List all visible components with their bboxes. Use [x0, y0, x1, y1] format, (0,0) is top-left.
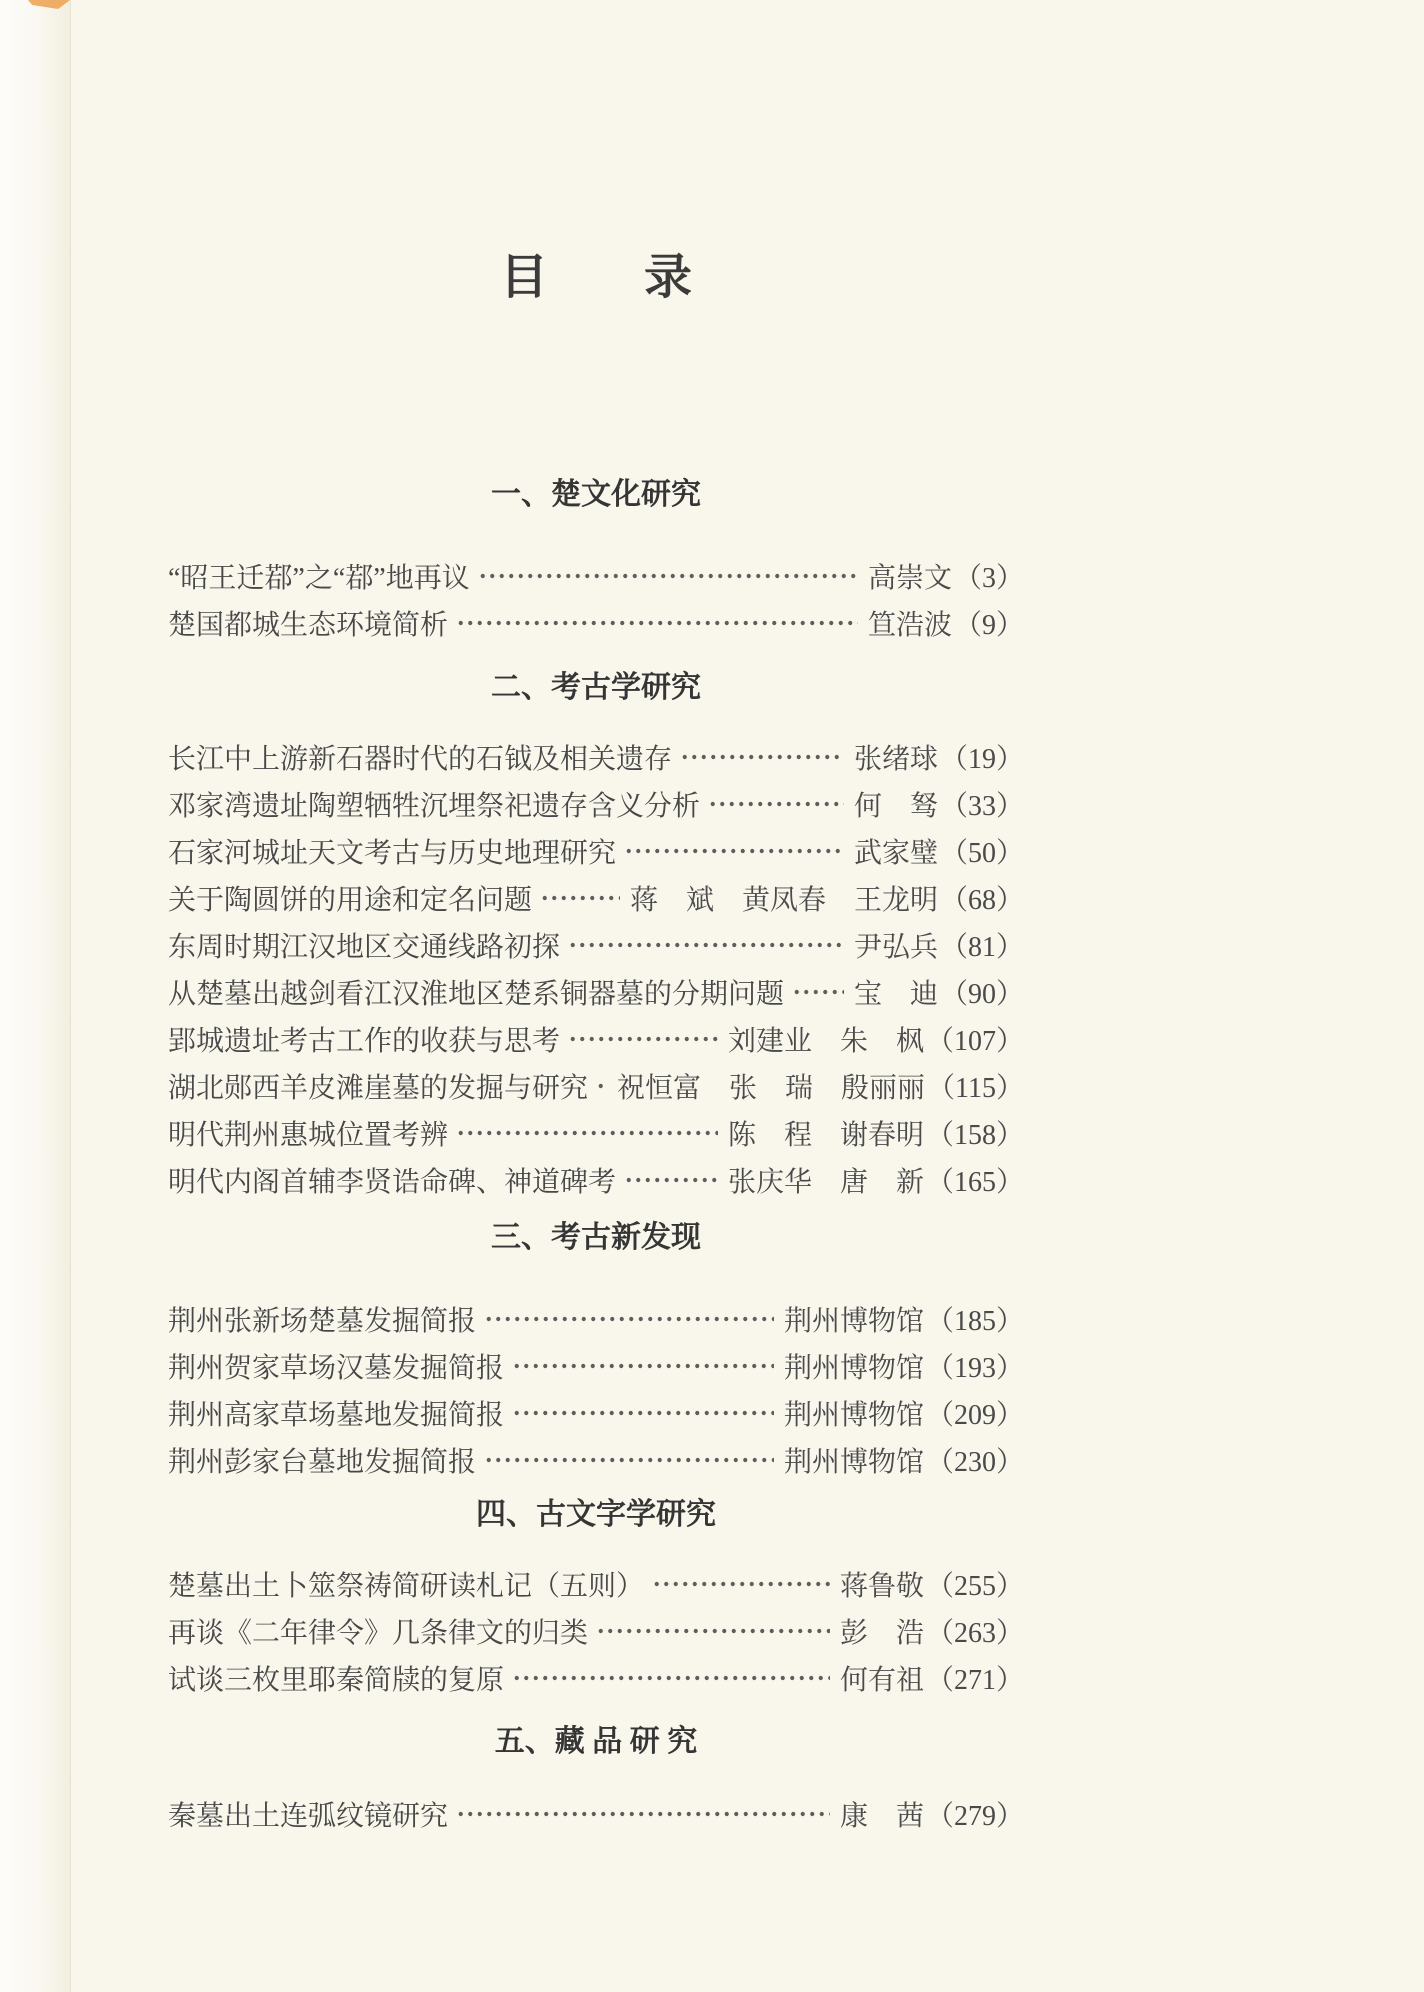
author-names: 何有祖: [839, 1664, 924, 1696]
entry-page-number: （ 50 ）: [940, 838, 1024, 869]
author-names: 武家璧: [853, 837, 938, 869]
dot-leader: [456, 599, 858, 646]
toc-section: [168, 1722, 1024, 1837]
entry-title: 关于陶圆饼的用途和定名问题: [168, 884, 533, 916]
toc-entry: [168, 780, 1024, 827]
author-names: 刘建业 朱 枫: [727, 1025, 924, 1057]
entry-page-number: （ 271 ）: [926, 1665, 1024, 1696]
page-title: 目 录: [499, 251, 692, 304]
entry-authors: [630, 878, 1024, 918]
entry-authors: [840, 1611, 1024, 1651]
toc-entry: [168, 733, 1024, 780]
toc-entry-list: [168, 1790, 1024, 1837]
author-names: 笪浩波: [867, 609, 952, 641]
toc-entry: [168, 1560, 1024, 1607]
table-of-contents: [168, 0, 1024, 1837]
entry-title: 再谈《二年律令》几条律文的归类: [168, 1617, 589, 1649]
entry-authors: [868, 603, 1024, 643]
toc-entry-list: [168, 552, 1024, 646]
dot-leader: [484, 1295, 774, 1342]
entry-title: 荆州贺家草场汉墓发掘简报: [168, 1352, 505, 1384]
dot-leader: [708, 780, 844, 827]
entry-title: 楚墓出土卜筮祭祷简研读札记（五则）: [168, 1570, 645, 1602]
section-heading: 二、考古学研究: [491, 671, 701, 704]
author-names: 张绪球: [853, 743, 938, 775]
toc-entry: [168, 1062, 1024, 1109]
entry-page-number: （ 279 ）: [926, 1801, 1024, 1832]
author-names: 蒋鲁敬: [839, 1570, 924, 1602]
author-names: 陈 程 谢春明: [727, 1119, 924, 1151]
entry-title: 湖北郧西羊皮滩崖墓的发掘与研究: [168, 1072, 589, 1104]
entry-page-number: （ 230 ）: [926, 1447, 1024, 1478]
author-names: 荆州博物馆: [783, 1305, 924, 1337]
toc-entry: [168, 552, 1024, 599]
toc-entry: [168, 1156, 1024, 1203]
entry-page-number: （ 158 ）: [926, 1120, 1024, 1151]
toc-entry: [168, 827, 1024, 874]
toc-entry: [168, 1342, 1024, 1389]
entry-page-number: （ 19 ）: [940, 744, 1024, 775]
entry-title: 秦墓出土连弧纹镜研究: [168, 1800, 449, 1832]
entry-page-number: （ 165 ）: [926, 1167, 1024, 1198]
dot-leader: [596, 1607, 830, 1654]
author-names: 荆州博物馆: [783, 1352, 924, 1384]
toc-entry: [168, 1607, 1024, 1654]
entry-title: 荆州张新场楚墓发掘简报: [168, 1305, 477, 1337]
entry-authors: [840, 1658, 1024, 1698]
author-names: 张庆华 唐 新: [727, 1166, 924, 1198]
dot-leader: [484, 1436, 774, 1483]
entry-authors: [728, 1113, 1024, 1153]
dot-leader: [596, 1062, 607, 1109]
section-heading: 一、楚文化研究: [491, 478, 701, 511]
entry-page-number: （ 115 ）: [927, 1073, 1024, 1104]
entry-authors: [784, 1440, 1024, 1480]
dot-leader: [568, 1015, 718, 1062]
entry-title: 荆州彭家台墓地发掘简报: [168, 1446, 477, 1478]
entry-page-number: （ 90 ）: [940, 979, 1024, 1010]
author-names: 荆州博物馆: [783, 1446, 924, 1478]
toc-entry: [168, 1790, 1024, 1837]
toc-section: [168, 475, 1024, 646]
section-heading: 五、藏 品 研 究: [494, 1725, 698, 1758]
dot-leader: [624, 1156, 718, 1203]
dot-leader: [540, 874, 620, 921]
toc-entry: [168, 921, 1024, 968]
entry-authors: [854, 737, 1024, 777]
dot-leader: [512, 1342, 774, 1389]
page-gutter: [0, 0, 71, 1992]
entry-authors: [840, 1794, 1024, 1834]
entry-title: 从楚墓出越剑看江汉淮地区楚系铜器墓的分期问题: [168, 978, 785, 1010]
toc-entry: [168, 874, 1024, 921]
entry-authors: [617, 1066, 1024, 1106]
toc-entry: [168, 1436, 1024, 1483]
entry-page-number: （ 209 ）: [926, 1400, 1024, 1431]
entry-authors: [784, 1346, 1024, 1386]
entry-authors: [868, 556, 1024, 596]
entry-title: 明代荆州惠城位置考辨: [168, 1119, 449, 1151]
author-names: 祝恒富 张 瑞 殷丽丽: [616, 1072, 925, 1104]
entry-authors: [728, 1160, 1024, 1200]
entry-page-number: （ 185 ）: [926, 1306, 1024, 1337]
toc-entry-list: [168, 733, 1024, 1203]
dot-leader: [680, 733, 844, 780]
dot-leader: [456, 1790, 830, 1837]
entry-authors: [728, 1019, 1024, 1059]
entry-title: 邓家湾遗址陶塑牺牲沉埋祭祀遗存含义分析: [168, 790, 701, 822]
toc-entry-list: [168, 1560, 1024, 1701]
toc-entry: [168, 1295, 1024, 1342]
toc-entry: [168, 1015, 1024, 1062]
entry-page-number: （ 3 ）: [954, 563, 1024, 594]
entry-title: 楚国都城生态环境简析: [168, 609, 449, 641]
dot-leader: [512, 1654, 830, 1701]
author-names: 荆州博物馆: [783, 1399, 924, 1431]
dot-leader: [652, 1560, 830, 1607]
entry-title: “昭王迁鄀”之“鄀”地再议: [168, 562, 470, 594]
dot-leader: [792, 968, 844, 1015]
entry-page-number: （ 9 ）: [954, 610, 1024, 641]
entry-authors: [784, 1393, 1024, 1433]
dot-leader: [456, 1109, 718, 1156]
entry-page-number: （ 263 ）: [926, 1618, 1024, 1649]
author-names: 宝 迪: [853, 978, 938, 1010]
dot-leader: [624, 827, 844, 874]
dot-leader: [512, 1389, 774, 1436]
entry-title: 明代内阁首辅李贤诰命碑、神道碑考: [168, 1166, 617, 1198]
entry-authors: [854, 784, 1024, 824]
entry-page-number: （ 81 ）: [940, 932, 1024, 963]
entry-title: 长江中上游新石器时代的石钺及相关遗存: [168, 743, 673, 775]
toc-entry: [168, 1654, 1024, 1701]
toc-entry-list: [168, 1295, 1024, 1483]
entry-page-number: （ 33 ）: [940, 791, 1024, 822]
toc-entry: [168, 968, 1024, 1015]
entry-page-number: （ 107 ）: [926, 1026, 1024, 1057]
toc-entry: [168, 1109, 1024, 1156]
section-heading: 三、考古新发现: [491, 1221, 701, 1254]
entry-page-number: （ 193 ）: [926, 1353, 1024, 1384]
entry-title: 石家河城址天文考古与历史地理研究: [168, 837, 617, 869]
author-names: 何 驽: [853, 790, 938, 822]
entry-page-number: （ 255 ）: [926, 1571, 1024, 1602]
toc-section: [168, 1495, 1024, 1701]
entry-authors: [784, 1299, 1024, 1339]
entry-page-number: （ 68 ）: [940, 885, 1024, 916]
entry-authors: [854, 925, 1024, 965]
entry-title: 郢城遗址考古工作的收获与思考: [168, 1025, 561, 1057]
entry-authors: [854, 831, 1024, 871]
entry-title: 试谈三枚里耶秦简牍的复原: [168, 1664, 505, 1696]
author-names: 尹弘兵: [853, 931, 938, 963]
dot-leader: [478, 552, 858, 599]
entry-title: 东周时期江汉地区交通线路初探: [168, 931, 561, 963]
section-heading: 四、古文字学研究: [476, 1498, 716, 1531]
toc-entry: [168, 1389, 1024, 1436]
entry-authors: [854, 972, 1024, 1012]
toc-entry: [168, 599, 1024, 646]
author-names: 彭 浩: [839, 1617, 924, 1649]
dot-leader: [568, 921, 844, 968]
toc-section: [168, 1218, 1024, 1483]
author-names: 康 茜: [839, 1800, 924, 1832]
entry-authors: [840, 1564, 1024, 1604]
entry-title: 荆州高家草场墓地发掘简报: [168, 1399, 505, 1431]
toc-section: [168, 668, 1024, 1203]
author-names: 高崇文: [867, 562, 952, 594]
author-names: 蒋 斌 黄凤春 王龙明: [629, 884, 938, 916]
